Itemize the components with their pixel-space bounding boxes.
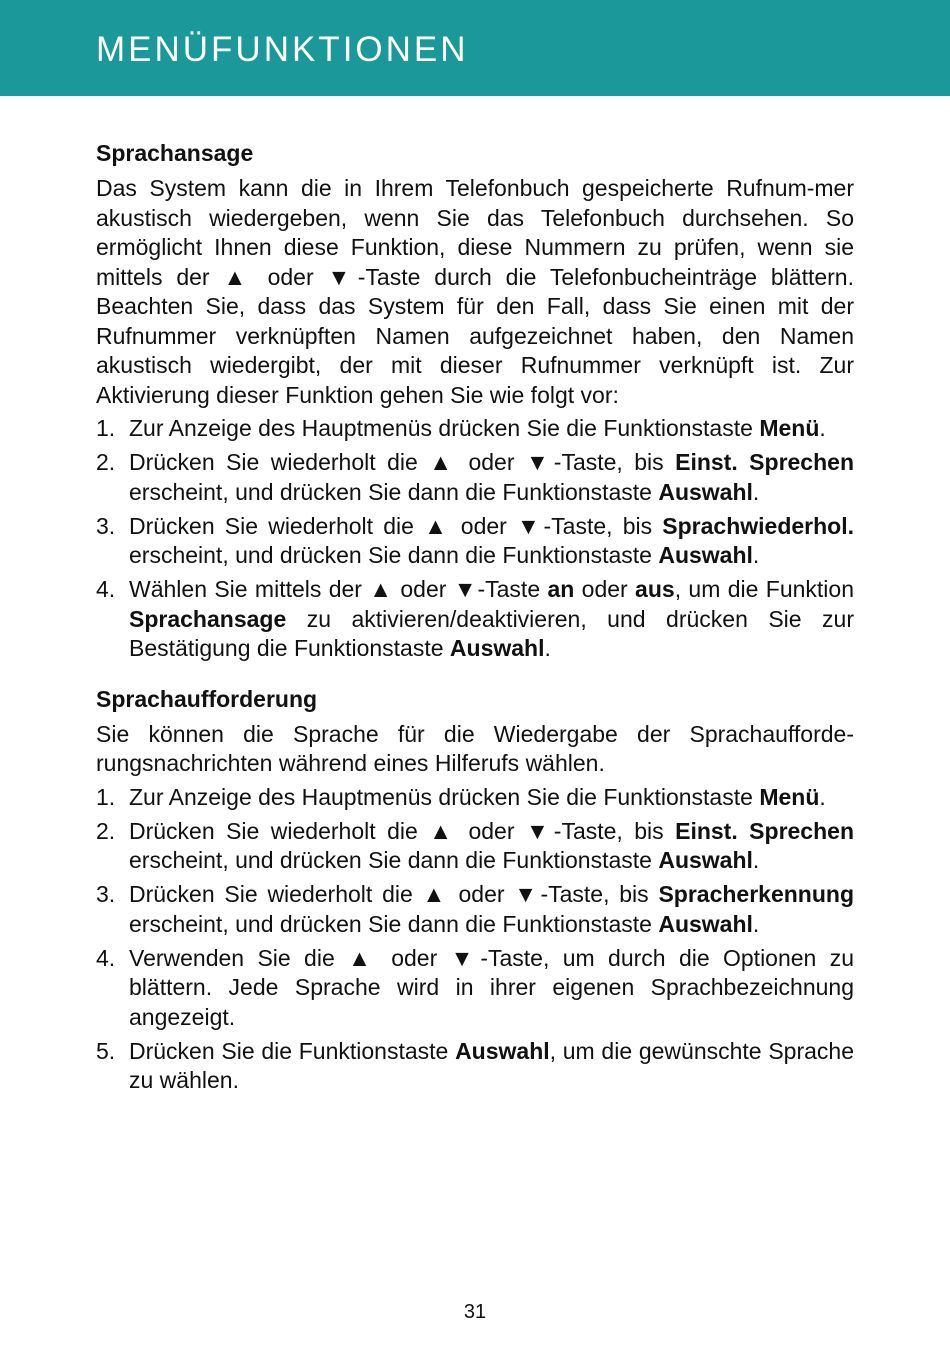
step-keyword: Einst. Sprechen bbox=[675, 449, 854, 475]
step-keyword: Auswahl bbox=[658, 478, 753, 505]
steps-list bbox=[96, 414, 854, 664]
step-keyword: Auswahl bbox=[658, 910, 753, 937]
header-bar bbox=[0, 0, 950, 96]
step-keyword: an bbox=[547, 576, 575, 602]
step-text: Drücken Sie wiederholt die ▲ oder ▼-Taste, bis bbox=[129, 512, 663, 539]
step-number: 3. bbox=[96, 512, 116, 539]
step-number: 2. bbox=[96, 449, 116, 475]
section-heading: Sprachaufforderung bbox=[96, 685, 318, 712]
step-text: . bbox=[752, 478, 760, 505]
step-text: oder bbox=[574, 576, 636, 602]
step-keyword: Sprachansage bbox=[129, 605, 287, 632]
step-text: Zur Anzeige des Hauptmenüs drücken Sie die Funktionstaste bbox=[129, 415, 760, 441]
steps-list bbox=[96, 783, 854, 1096]
step-keyword: aus bbox=[635, 576, 675, 602]
step-item bbox=[96, 817, 854, 876]
step-keyword: Auswahl bbox=[449, 635, 545, 661]
step-text: Zur Anzeige des Hauptmenüs drücken Sie die Funktionstaste bbox=[129, 783, 760, 810]
section-paragraph: Sie können die Sprache für die Wiedergabe der Sprachaufforde-rungsnachrichten während eines Hilferufs wählen. bbox=[96, 720, 854, 776]
step-text: erscheint, und drücken Sie dann die Funktionstaste bbox=[129, 847, 659, 873]
step-item bbox=[96, 880, 854, 939]
step-number: 5. bbox=[96, 1037, 116, 1064]
step-number: 4. bbox=[96, 576, 116, 602]
section-sprachansage bbox=[96, 138, 854, 664]
step-text: Verwenden Sie die ▲ oder ▼-Taste, um durch die Optionen zu blättern. Jede Sprache wird in ihrer eigenen Sprachbezeichnung angezeigt. bbox=[129, 944, 854, 1030]
step-keyword: Menü bbox=[759, 415, 820, 441]
step-text: . bbox=[752, 542, 760, 568]
step-keyword: Sprachwiederhol. bbox=[662, 512, 854, 539]
page-title: MENÜFUNKTIONEN bbox=[96, 30, 469, 69]
section-sprachaufforderung bbox=[96, 684, 854, 1096]
step-text: Wählen Sie mittels der ▲ oder ▼-Taste bbox=[129, 576, 548, 602]
step-item bbox=[96, 512, 854, 571]
step-text: , um die Funktion bbox=[674, 576, 854, 602]
step-keyword: Auswahl bbox=[455, 1037, 550, 1064]
step-text: . bbox=[819, 415, 826, 441]
step-number: 1. bbox=[96, 783, 116, 810]
section-paragraph: Das System kann die in Ihrem Telefonbuch gespeicherte Rufnum-mer akustisch wiedergeben, wenn Sie das Telefonbuch durchsehen. So ermöglicht Ihnen diese Funktion, diese Nummern zu prüfen, wenn sie mittels der ▲ oder ▼-Taste durch die Telefonbucheinträge blättern. Beachten Sie, dass das System für den Fall, dass Sie einen mit der Rufnummer verknüpften Namen aufgezeichnet haben, den Namen akustisch wiedergibt, der mit dieser Rufnummer verknüpft ist. Zur Aktivierung dieser Funktion gehen Sie wie folgt vor: bbox=[96, 175, 854, 408]
step-item bbox=[96, 1037, 854, 1096]
step-item bbox=[96, 783, 854, 813]
step-number: 1. bbox=[96, 415, 116, 441]
step-item bbox=[96, 414, 854, 444]
step-text: Drücken Sie wiederholt die ▲ oder ▼-Taste, bis bbox=[129, 881, 659, 907]
section-heading: Sprachansage bbox=[96, 140, 254, 166]
step-text: zu aktivieren/deaktivieren, und drücken Sie zur Bestätigung die Funktionstaste bbox=[129, 605, 854, 661]
step-item bbox=[96, 575, 854, 664]
step-item bbox=[96, 448, 854, 507]
step-keyword: Spracherkennung bbox=[658, 881, 854, 907]
step-text: . bbox=[752, 847, 760, 873]
step-text: . bbox=[819, 783, 826, 810]
step-keyword: Menü bbox=[759, 783, 820, 810]
step-keyword: Auswahl bbox=[658, 847, 753, 873]
step-number: 2. bbox=[96, 817, 116, 844]
step-text: Drücken Sie wiederholt die ▲ oder ▼-Taste, bis bbox=[129, 449, 676, 475]
page-number: 31 bbox=[463, 1301, 487, 1323]
step-text: erscheint, und drücken Sie dann die Funktionstaste bbox=[129, 478, 659, 505]
step-keyword: Einst. Sprechen bbox=[675, 817, 854, 844]
step-number: 4. bbox=[96, 944, 116, 971]
step-keyword: Auswahl bbox=[658, 542, 753, 568]
step-text: . bbox=[544, 635, 551, 661]
step-text: . bbox=[752, 910, 760, 937]
step-text: erscheint, und drücken Sie dann die Funktionstaste bbox=[129, 910, 659, 937]
step-number: 3. bbox=[96, 881, 116, 907]
step-item bbox=[96, 944, 854, 1033]
step-text: , um die gewünschte Sprache zu wählen. bbox=[129, 1037, 854, 1093]
step-text: Drücken Sie die Funktionstaste bbox=[129, 1037, 456, 1064]
step-text: Drücken Sie wiederholt die ▲ oder ▼-Taste, bis bbox=[129, 817, 676, 844]
document-body bbox=[96, 138, 854, 1100]
step-text: erscheint, und drücken Sie dann die Funktionstaste bbox=[129, 542, 659, 568]
